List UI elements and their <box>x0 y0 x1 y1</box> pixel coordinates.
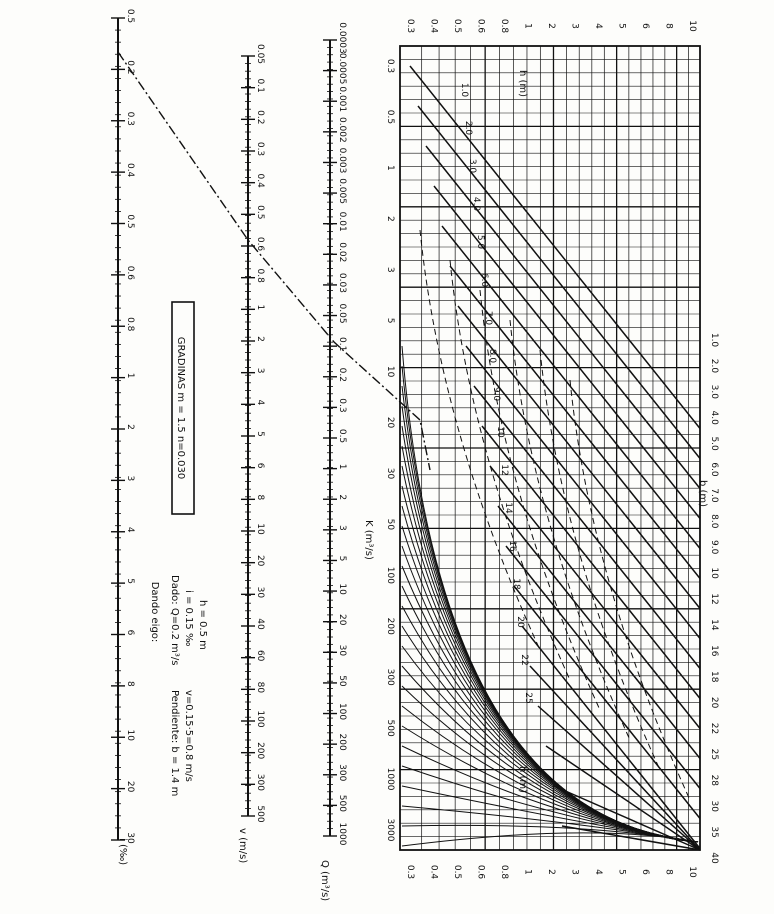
i-scale-tick-label: 10 <box>125 729 135 741</box>
b-diagonal <box>474 386 700 669</box>
fan-curve <box>402 726 698 842</box>
i-scale-tick-label: 0.2 <box>125 60 135 75</box>
q-scale-tick-label: 0.005 <box>337 178 347 204</box>
v-scale-tick-label: 30 <box>255 586 265 599</box>
q-scale-tick-label: 1000 <box>337 822 347 846</box>
i-scale-tick-label: 0.3 <box>125 111 135 126</box>
q-scale-tick-label: 0.02 <box>337 242 347 263</box>
h-axis-label-top: h (m) <box>517 70 528 98</box>
example-result-2: v=0.15·5=0.8 m/s <box>183 690 194 782</box>
i-scale-tick-label: 5 <box>125 578 135 584</box>
curve-label: 22 <box>519 654 529 666</box>
b-tick-label: 2.0 <box>709 358 719 374</box>
b-diagonal <box>482 426 700 699</box>
b-tick-label: 35 <box>709 826 719 838</box>
h-tick-label-top: 0.8 <box>499 18 509 34</box>
b-tick-label: 16 <box>709 645 719 657</box>
b-diagonal <box>434 186 700 519</box>
h-tick-label-top: 0.6 <box>475 18 486 34</box>
info-box <box>172 302 194 514</box>
curve-label: 25 <box>523 692 533 704</box>
q-scale-tick-label: 0.05 <box>337 303 347 324</box>
q-scale-tick-label: 0.3 <box>337 398 347 413</box>
b-tick-label: 28 <box>709 774 719 787</box>
v-scale-tick-label: 0.4 <box>255 173 265 188</box>
b-axis-label: b (m) <box>697 480 708 508</box>
q-scale-tick-label: 500 <box>337 794 347 812</box>
fan-curve <box>402 446 698 842</box>
curve-label: 20 <box>515 616 525 628</box>
q-scale-tick-label: 1 <box>337 463 347 470</box>
fan-curve <box>402 546 698 842</box>
b-tick-label: 12 <box>709 593 719 605</box>
q-scale-tick-label: 0.5 <box>337 428 347 444</box>
b-tick-label: 7.0 <box>709 488 719 503</box>
q-axis-label: Q (m³/s) <box>319 860 330 902</box>
b-tick-label: 14 <box>709 619 719 631</box>
k-tick-label: 20 <box>385 416 395 429</box>
h-tick-label-top: 4 <box>593 23 603 29</box>
h-axis-label-bottom: h (m) <box>517 766 528 794</box>
curve-label: 14 <box>503 502 513 514</box>
b-tick-label: 8.0 <box>709 514 719 529</box>
v-scale-tick-label: 3 <box>255 367 265 374</box>
k-tick-label: 2 <box>385 215 395 222</box>
b-diagonal <box>506 546 700 789</box>
v-axis-label: v (m/s) <box>237 828 248 864</box>
h-tick-label-top: 10 <box>687 20 697 32</box>
b-diagonal <box>514 586 700 819</box>
q-scale-tick-label: 0.0003 <box>337 22 347 54</box>
q-scale-tick-label: 0.03 <box>337 272 347 293</box>
q-scale-tick-label: 50 <box>337 675 347 687</box>
q-scale-tick-label: 0.003 <box>337 147 347 174</box>
i-scale <box>111 9 135 844</box>
k-tick-label: 200 <box>385 617 395 635</box>
v-scale-tick-label: 6 <box>255 462 265 469</box>
k-tick-label: 0.3 <box>385 58 395 74</box>
b-tick-label: 3.0 <box>709 384 719 399</box>
q-scale-tick-label: 10 <box>337 583 347 595</box>
k-tick-label: 1 <box>385 164 395 171</box>
i-scale-tick-label: 8 <box>125 681 135 687</box>
b-tick-label: 4.0 <box>709 410 719 425</box>
curve-label: 8.0 <box>487 348 497 364</box>
b-tick-label: 30 <box>709 800 719 812</box>
curve-label: 9.0 <box>491 386 501 402</box>
i-scale-tick-label: 1 <box>125 372 135 379</box>
h-tick-label-top: 0.4 <box>428 18 439 34</box>
b-tick-label: 18 <box>709 670 719 683</box>
h-tick-label-top: 3 <box>569 23 580 29</box>
b-tick-label: 5.0 <box>709 436 719 451</box>
q-scale-tick-label: 0.001 <box>337 86 347 113</box>
example-given-2: i = 0.15 ‰ <box>183 590 194 647</box>
dashed-curve <box>570 380 690 800</box>
k-tick-label: 50 <box>385 518 395 531</box>
q-scale-tick-label: 0.01 <box>337 211 347 232</box>
h-tick-label-bottom: 0.8 <box>499 864 509 880</box>
h-tick-label-bottom: 0.3 <box>405 864 415 880</box>
b-diagonal <box>418 106 700 459</box>
q-scale-tick-label: 3 <box>337 524 347 531</box>
k-tick-label: 1000 <box>385 767 395 791</box>
v-scale-tick-label: 80 <box>255 681 265 694</box>
i-scale-tick-label: 20 <box>125 780 135 793</box>
example-result-1: Pendiente: b = 1.4 m <box>169 690 180 797</box>
v-scale-tick-label: 0.05 <box>255 43 265 65</box>
v-scale-tick-label: 0.8 <box>255 268 265 283</box>
h-tick-label-bottom: 8 <box>663 869 674 875</box>
q-scale-tick-label: 0.2 <box>337 367 347 382</box>
v-scale-tick-label: 500 <box>255 805 265 823</box>
h-tick-label-top: 2 <box>546 23 556 29</box>
i-scale-tick-label: 0.6 <box>125 265 135 281</box>
h-tick-label-top: 8 <box>663 23 674 29</box>
h-tick-label-top: 5 <box>616 23 627 29</box>
v-scale <box>241 44 265 823</box>
i-scale-tick-label: 0.8 <box>125 317 135 332</box>
q-scale-tick-label: 30 <box>337 644 347 657</box>
h-tick-label-bottom: 3 <box>569 869 580 875</box>
i-scale-tick-label: 6 <box>125 629 135 636</box>
h-tick-label-top: 0.3 <box>405 18 415 34</box>
curve-label: 6.0 <box>479 272 489 288</box>
h-tick-label-bottom: 2 <box>546 869 556 875</box>
b-tick-label: 40 <box>709 852 719 864</box>
solution-line <box>118 52 430 470</box>
i-scale-tick-label: 0.5 <box>125 8 135 24</box>
h-tick-label-bottom: 6 <box>640 869 650 875</box>
b-tick-label: 9.0 <box>709 540 719 555</box>
h-tick-label-bottom: 0.6 <box>475 864 486 880</box>
b-diagonal <box>522 626 700 849</box>
curve-label: 1.0 <box>459 82 469 98</box>
v-scale-tick-label: 0.2 <box>255 110 265 125</box>
k-tick-label: 30 <box>385 467 395 480</box>
q-scale <box>323 22 347 845</box>
v-scale-tick-label: 2 <box>255 336 265 342</box>
b-tick-label: 10 <box>709 567 719 579</box>
k-tick-label: 3 <box>385 266 395 273</box>
k-tick-label: 10 <box>385 365 395 378</box>
i-scale-tick-label: 30 <box>125 832 135 844</box>
curve-label: 18 <box>511 578 521 590</box>
v-scale-tick-label: 20 <box>255 554 265 567</box>
v-scale-tick-label: 10 <box>255 523 265 535</box>
q-scale-tick-label: 200 <box>337 733 347 751</box>
example-heading: Dando eigo: <box>149 581 160 643</box>
i-axis-label: i (‰) <box>117 838 128 866</box>
q-scale-tick-label: 20 <box>337 613 347 626</box>
h-tick-label-bottom: 4 <box>593 869 603 875</box>
k-tick-label: 100 <box>385 566 395 584</box>
curve-label: 3.0 <box>467 158 477 174</box>
v-scale-tick-label: 5 <box>255 431 265 437</box>
k-tick-label: 500 <box>385 719 395 737</box>
v-scale-tick-label: 40 <box>255 618 265 630</box>
q-scale-tick-label: 5 <box>337 555 347 562</box>
i-scale-tick-label: 4 <box>125 526 135 533</box>
fan-curve <box>402 486 698 842</box>
fan-curve <box>402 646 698 842</box>
q-scale-tick-label: 0.1 <box>337 336 347 352</box>
v-scale-tick-label: 60 <box>255 649 265 662</box>
i-scale-tick-label: 0.5 <box>125 214 135 229</box>
h-tick-label-bottom: 0.5 <box>452 864 462 880</box>
b-tick-label: 20 <box>709 696 719 709</box>
example-given-3: h = 0.5 m <box>197 600 208 650</box>
example-given-1: Dado: Q=0.2 m³/s <box>169 575 180 666</box>
b-tick-label: 6.0 <box>709 462 719 477</box>
curve-label: 5.0 <box>475 234 485 250</box>
v-scale-tick-label: 1 <box>255 304 265 311</box>
curve-label: 12 <box>499 464 509 476</box>
v-scale-tick-label: 8 <box>255 494 265 501</box>
b-tick-label: 25 <box>709 748 719 761</box>
v-scale-tick-label: 0.1 <box>255 78 265 93</box>
v-scale-tick-label: 4 <box>255 399 265 406</box>
k-axis-label: K (m³/s) <box>363 520 374 560</box>
k-tick-label: 300 <box>385 668 395 686</box>
curve-label: 16 <box>507 540 517 552</box>
v-scale-tick-label: 0.5 <box>255 205 265 220</box>
h-tick-label-bottom: 1 <box>522 869 533 875</box>
k-tick-label: 3000 <box>385 818 395 842</box>
example-block <box>149 575 208 796</box>
b-tick-label: 22 <box>709 722 719 735</box>
curve-label: 7.0 <box>483 310 493 326</box>
chart-diagonals <box>410 66 700 850</box>
h-tick-label-bottom: 5 <box>616 869 627 875</box>
k-tick-label: 0.5 <box>385 109 395 125</box>
q-scale-tick-label: 0.0005 <box>337 52 347 85</box>
curve-label: 2.0 <box>463 120 473 136</box>
h-tick-label-top: 6 <box>640 23 650 29</box>
h-tick-label-top: 1 <box>522 23 533 29</box>
i-scale-tick-label: 0.4 <box>125 162 135 178</box>
h-tick-label-top: 0.5 <box>452 18 462 34</box>
b-diagonal <box>498 506 700 759</box>
b-tick-label: 1.0 <box>709 332 719 348</box>
h-tick-label-bottom: 10 <box>687 866 697 878</box>
curve-label: 4.0 <box>471 196 481 212</box>
v-scale-tick-label: 300 <box>255 773 265 791</box>
q-scale-tick-label: 100 <box>337 702 347 721</box>
v-scale-tick-label: 200 <box>255 742 265 760</box>
v-scale-tick-label: 100 <box>255 710 265 728</box>
q-scale-tick-label: 300 <box>337 764 347 782</box>
v-scale-tick-label: 0.6 <box>255 236 265 252</box>
v-scale-tick-label: 0.3 <box>255 141 265 157</box>
info-box-text: GRADINAS m = 1.5 n=0.030 <box>175 336 186 480</box>
chart-curves <box>402 230 698 846</box>
q-scale-tick-label: 0.002 <box>337 116 347 143</box>
h-tick-label-bottom: 0.4 <box>428 864 439 880</box>
q-scale-tick-label: 2 <box>337 494 347 501</box>
curve-label: 10 <box>495 426 505 438</box>
k-tick-label: 5 <box>385 317 395 324</box>
i-scale-tick-label: 2 <box>125 424 135 430</box>
i-scale-tick-label: 3 <box>125 475 135 482</box>
dashed-curve <box>540 350 660 770</box>
